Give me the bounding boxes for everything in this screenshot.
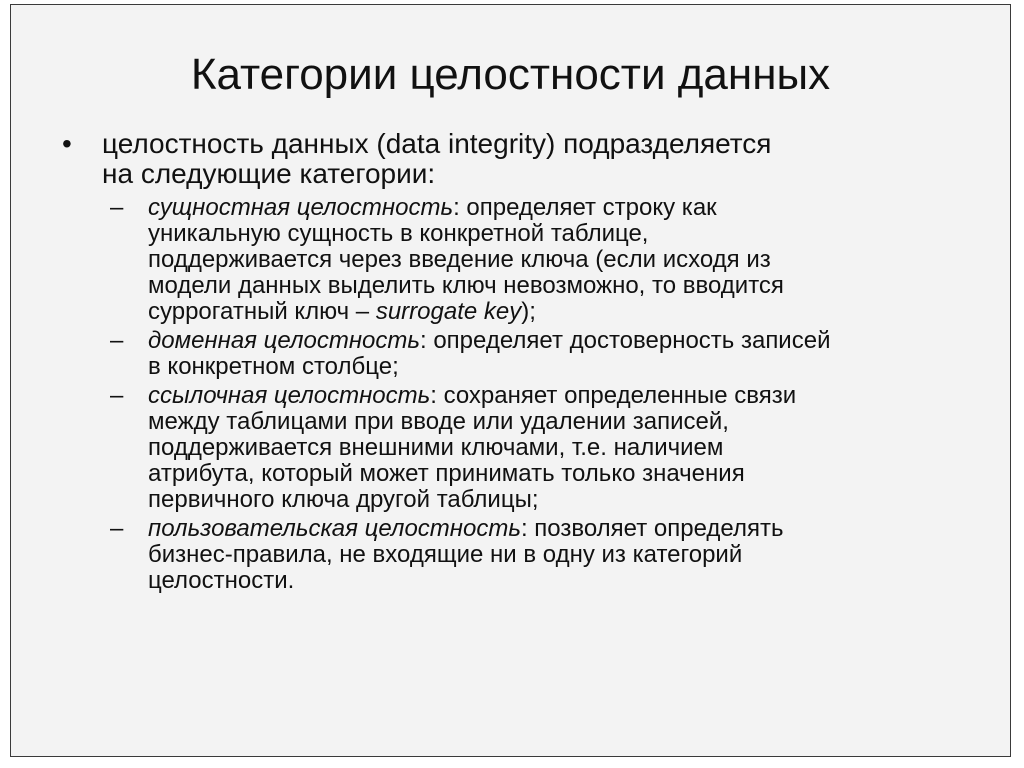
category-item-entity <box>110 195 962 325</box>
category-line: атрибута, который может принимать только значения <box>148 460 745 487</box>
category-term: доменная целостность <box>148 327 420 354</box>
category-text <box>148 516 962 594</box>
category-list <box>110 195 962 594</box>
bullet-line: на следующие категории: <box>102 158 436 189</box>
category-line <box>148 516 962 542</box>
slide-title: Категории целостности данных <box>190 50 831 99</box>
category-line: уникальную сущность в конкретной таблице, <box>148 220 649 247</box>
category-item-domain <box>110 328 962 380</box>
category-description: : позволяет определять <box>520 515 784 542</box>
category-description: : определяет строку как <box>453 194 717 221</box>
bullet-line: целостность данных (data integrity) подразделяется <box>102 128 772 159</box>
category-line <box>148 299 962 325</box>
bullet-marker: • <box>62 128 72 159</box>
category-text <box>148 383 962 513</box>
dash-marker: – <box>110 382 124 409</box>
category-term: сущностная целостность <box>148 194 454 221</box>
category-line: бизнес-правила, не входящие ни в одну из категорий <box>148 541 743 568</box>
category-description: суррогатный ключ – <box>148 298 376 325</box>
category-line <box>148 383 962 409</box>
category-item-referential <box>110 383 962 513</box>
dash-marker: – <box>110 327 124 354</box>
category-line: модели данных выделить ключ невозможно, то вводится <box>148 272 784 299</box>
category-term: ссылочная целостность <box>148 382 431 409</box>
category-line: целостности. <box>148 567 295 594</box>
category-text <box>148 195 962 325</box>
category-item-user-defined <box>110 516 962 594</box>
category-term: пользовательская целостность <box>148 515 521 542</box>
category-text <box>148 328 962 380</box>
category-description: : сохраняет определенные связи <box>430 382 797 409</box>
category-line <box>148 328 962 354</box>
bullet-text <box>102 129 952 189</box>
main-bullet <box>62 129 962 189</box>
slide-content <box>62 129 962 597</box>
category-description: ); <box>521 298 536 325</box>
category-line: между таблицами при вводе или удалении записей, <box>148 408 729 435</box>
slide <box>10 4 1011 757</box>
category-line: поддерживается через введение ключа (если исходя из <box>148 246 771 273</box>
surrogate-key-term: surrogate key <box>375 298 522 325</box>
category-line: первичного ключа другой таблицы; <box>148 486 539 513</box>
category-line: в конкретном столбце; <box>148 353 399 380</box>
dash-marker: – <box>110 194 124 221</box>
dash-marker: – <box>110 515 124 542</box>
category-line: поддерживается внешними ключами, т.е. наличием <box>148 434 724 461</box>
category-description: : определяет достоверность записей <box>419 327 831 354</box>
category-line <box>148 195 962 221</box>
